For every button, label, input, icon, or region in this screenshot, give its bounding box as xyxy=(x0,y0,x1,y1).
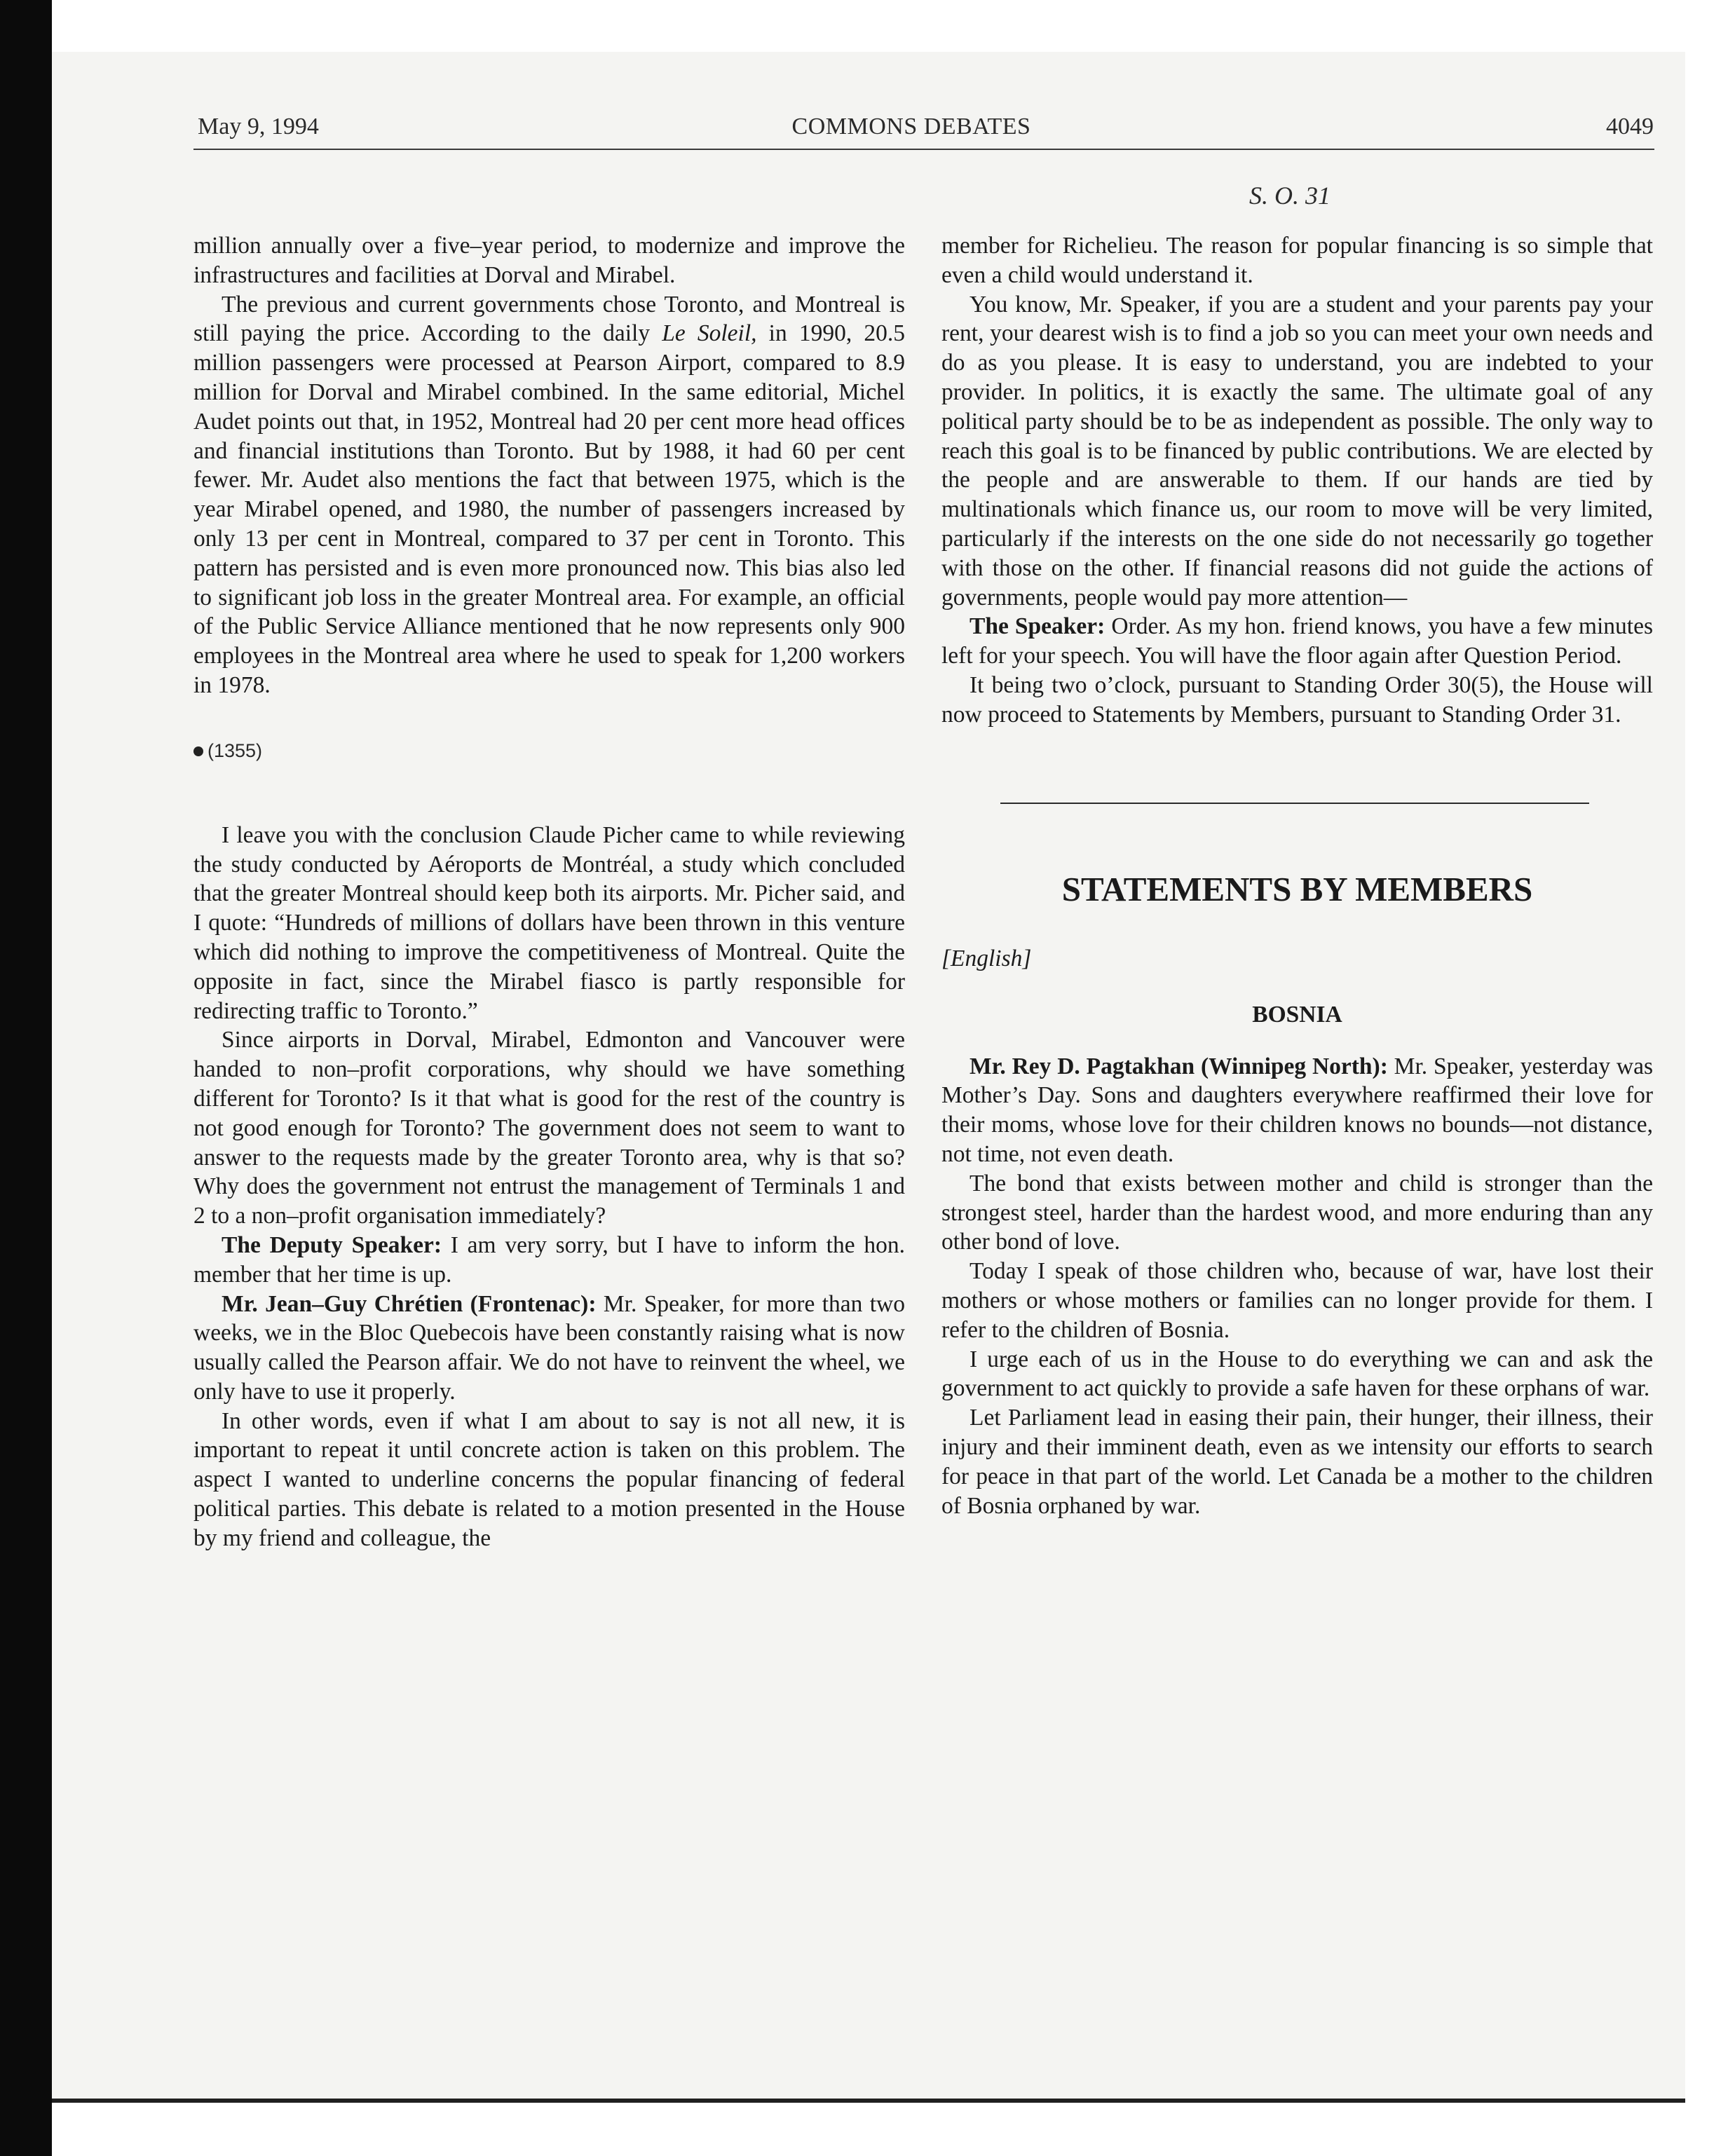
time-marker xyxy=(193,737,905,765)
paragraph: million annually over a five–year period, to modernize and improve the infrastructures and facilities at Dorval and Mirabel. xyxy=(193,233,905,288)
standing-order-marker: S. O. 31 xyxy=(1249,182,1331,210)
paragraph xyxy=(193,290,905,700)
speaker-name: The Deputy Speaker: xyxy=(222,1231,442,1258)
paragraph xyxy=(193,1290,905,1407)
paragraph-text: I am very sorry, but I have to inform the hon. member that her time is up. xyxy=(193,1231,905,1288)
time-marker-text: (1355) xyxy=(207,739,263,761)
scan-edge-left xyxy=(0,0,52,2156)
paragraph: I leave you with the conclusion Claude Picher came to while reviewing the study conducted by Aéroports de Montréal, a study which concluded that the greater Montreal should keep both its airports. Mr. Picher said, and I quote: “Hundreds of millions of dollars have been thrown in this venture which did nothing to improve the competitiveness of Montreal. Quite the opposite in fact, since the Mirabel fiasco is partly responsible for redirecting traffic to Toronto.” xyxy=(193,821,905,1024)
paragraph: It being two o’clock, pursuant to Standing Order 30(5), the House will now proceed to Statements by Members, pursuant to Standing Order 31. xyxy=(941,671,1653,728)
scan-margin-top xyxy=(0,0,1735,52)
speaker-name: Mr. Jean–Guy Chrétien (Frontenac): xyxy=(222,1290,597,1317)
scan-margin-bottom xyxy=(0,2103,1735,2156)
paragraph-text: in 1990, 20.5 million passengers were processed at Pearson Airport, compared to 8.9 million for Dorval and Mirabel combined. In the same editorial, Michel Audet points out that, in 1952, Montreal had 20 per cent more head offices and financial institutions than Toronto. But by 1988, it had 60 per cent fewer. Mr. Audet also mentions the fact that between 1975, which is the year Mirabel opened, and 1980, the number of passengers increased by only 13 per cent in Montreal, compared to 37 per cent in Toronto. This pattern has persisted and is even more pronounced now. This bias also led to significant job loss in the greater Montreal area. For example, an official of the Public Service Alliance mentioned that he now represents only 900 employees in the Montreal area where he used to speak for 1,200 workers in 1978. xyxy=(193,320,905,698)
section-title: STATEMENTS BY MEMBERS xyxy=(1061,869,1533,908)
scan-edge-bottom xyxy=(52,2099,1685,2103)
header-rule xyxy=(193,149,1654,150)
paragraph-text: The previous and current governments chose Toronto, and Montreal is still paying the price. According to the daily xyxy=(193,291,905,347)
header-title: COMMONS DEBATES xyxy=(791,114,1031,139)
paragraph: In other words, even if what I am about to say is not all new, it is important to repeat it until concrete action is taken on this problem. The aspect I wanted to underline concerns the popular financing of federal political parties. This debate is related to a motion presented in the House by my friend and colleague, the xyxy=(193,1407,905,1551)
paragraph xyxy=(941,1052,1653,1169)
paragraph: You know, Mr. Speaker, if you are a student and your parents pay your rent, your dearest wish is to find a job so you can meet your own needs and do as you please. It is easy to understand, you are indebted to your provider. In politics, it is exactly the same. The ultimate goal of any political party should be to be as independent as possible. The only way to reach this goal is to be financed by public contributions. We are elected by the people and are answerable to them. If our hands are tied by multinationals which finance us, our room to move will be very limited, particularly if the interests on the one side do not necessarily go together with those on the other. If financial reasons did not guide the actions of governments, people would pay more attention— xyxy=(941,291,1653,610)
newspaper-title: Le Soleil, xyxy=(662,320,757,347)
paragraph: The bond that exists between mother and child is stronger than the strongest steel, harder than the hardest wood, and more enduring than any other bond of love. xyxy=(941,1170,1653,1255)
paragraph: Today I speak of those children who, because of war, have lost their mothers or whose mothers or families can no longer provide for them. I refer to the children of Bosnia. xyxy=(941,1258,1653,1343)
subheading: BOSNIA xyxy=(1252,1001,1342,1028)
language-tag: [English] xyxy=(941,945,1032,971)
paragraph: Let Parliament lead in easing their pain, their hunger, their illness, their injury and their imminent death, even as we intensity our efforts to search for peace in that part of the world. Let Canada be a mother to the children of Bosnia orphaned by war. xyxy=(941,1405,1653,1519)
paragraph-text: Order. As my hon. friend knows, you have a few minutes left for your speech. You will have the floor again after Question Period. xyxy=(941,613,1654,669)
speaker-name: The Speaker: xyxy=(969,613,1105,640)
paragraph-text: Mr. Speaker, for more than two weeks, we in the Bloc Quebecois have been constantly raising what is now usually called the Pearson affair. We do not have to reinvent the wheel, we only have to use it properly. xyxy=(193,1290,905,1405)
bullet-icon xyxy=(193,746,203,756)
right-column xyxy=(941,231,1653,1520)
paragraph: Since airports in Dorval, Mirabel, Edmonton and Vancouver were handed to non–profit corporations, why should we have something different for Toronto? Is it that what is good for the rest of the country is not good enough for Toronto? The government does not seem to want to answer to the requests made by the greater Toronto area, why is that so? Why does the government not entrust the management of Terminals 1 and 2 to a non–profit organisation immediately? xyxy=(193,1027,905,1229)
paragraph: I urge each of us in the House to do everything we can and ask the government to act quickly to provide a safe haven for these orphans of war. xyxy=(941,1346,1653,1402)
scan-margin-right xyxy=(1685,0,1735,2156)
speaker-name: Mr. Rey D. Pagtakhan (Winnipeg North): xyxy=(969,1053,1388,1079)
page-number: 4049 xyxy=(1606,114,1654,139)
paragraph: member for Richelieu. The reason for popular financing is so simple that even a child would understand it. xyxy=(941,233,1653,288)
header-date: May 9, 1994 xyxy=(198,114,319,139)
section-divider xyxy=(1000,803,1589,804)
paragraph xyxy=(193,1231,905,1290)
left-column xyxy=(193,231,905,1553)
paragraph-text: Mr. Speaker, yesterday was Mother’s Day. Sons and daughters everywhere reaffirmed their love for their moms, whose love for their children knows no bounds—not distance, not time, not even death. xyxy=(941,1053,1653,1167)
paragraph xyxy=(941,612,1653,671)
